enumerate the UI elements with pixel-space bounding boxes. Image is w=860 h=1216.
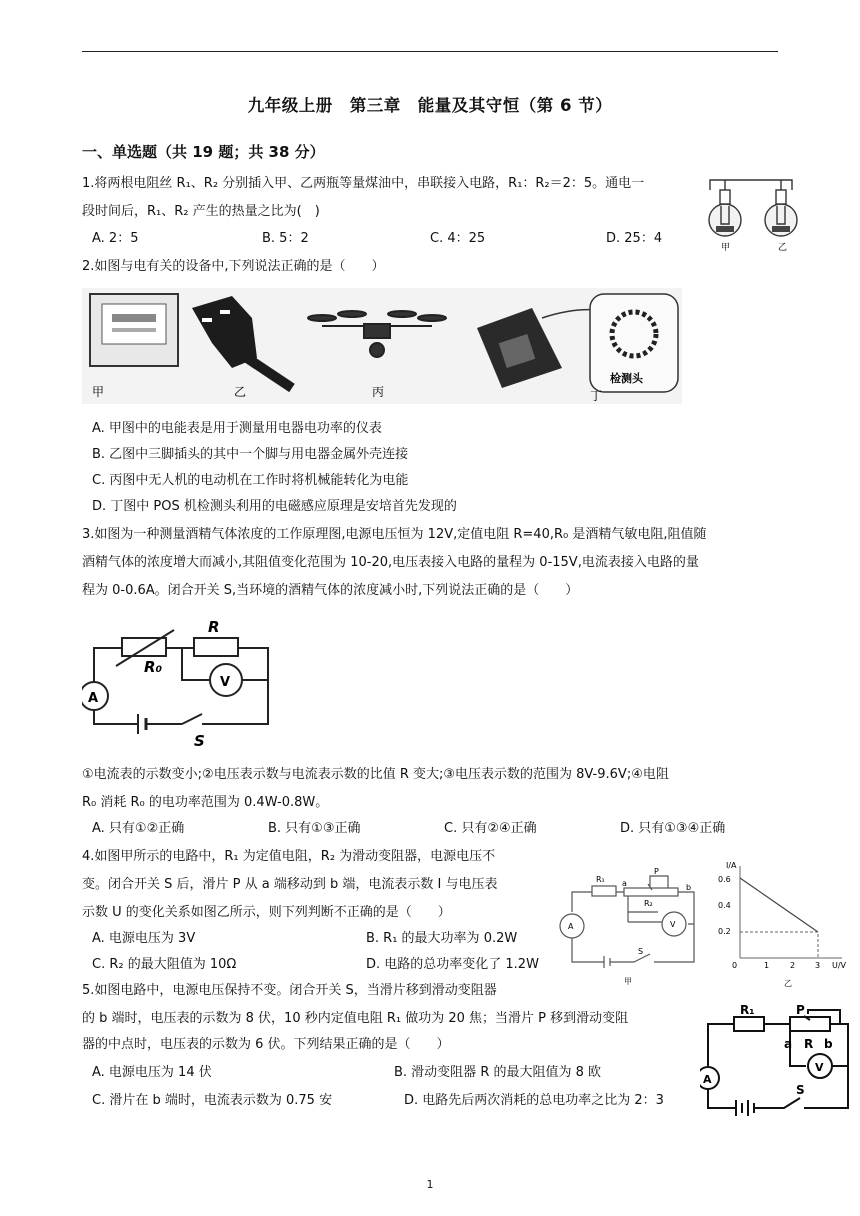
q1-figure-flasks — [706, 176, 798, 254]
q5-voltmeter-label: V — [815, 1061, 824, 1074]
q3-ammeter-label: A — [88, 691, 99, 706]
q5-option-a: A. 电源电压为 14 伏 — [92, 1065, 212, 1080]
q4-stem-line1: 4.如图甲所示的电路中，R₁ 为定值电阻，R₂ 为滑动变阻器，电源电压不 — [82, 849, 496, 864]
q4-stem-line2: 变。闭合开关 S 后，滑片 P 从 a 端移动到 b 端，电流表示数 I 与电压表 — [82, 877, 498, 892]
q5-label-r: R — [804, 1037, 814, 1051]
q4-option-a: A. 电源电压为 3V — [92, 931, 196, 946]
q4-fig-label-jia: 甲 — [624, 977, 632, 986]
q5-label-p: P — [796, 1004, 805, 1017]
q4-ammeter-label: A — [568, 922, 574, 931]
pos-machine-icon — [477, 294, 678, 392]
q1-stem-line2: 段时间后，R₁、R₂ 产生的热量之比为( ) — [82, 204, 320, 219]
q4-option-b: B. R₁ 的最大功率为 0.2W — [366, 931, 518, 946]
header-rule — [82, 51, 778, 52]
q5-switch-label: S — [796, 1083, 805, 1097]
section-heading: 一、单选题（共 19 题；共 38 分） — [82, 143, 325, 161]
q4-graph-xtick-1: 1 — [764, 961, 770, 970]
page-number: 1 — [426, 1178, 434, 1191]
q2-option-a: A. 甲图中的电能表是用于测量用电器电功率的仪表 — [92, 421, 382, 436]
q4-graph-ytick-02: 0.2 — [718, 927, 731, 936]
q5-label-r1: R₁ — [740, 1004, 755, 1017]
q4-circuit-diagram — [558, 862, 710, 990]
q5-stem-line2: 的 b 端时，电压表的示数为 8 伏，10 秒内定值电阻 R₁ 做功为 20 焦；当滑片 P 移到滑动变阻 — [82, 1011, 629, 1026]
q4-label-a: a — [622, 879, 627, 888]
q2-fig-label-detector: 检测头 — [610, 372, 643, 385]
q5-option-d: D. 电路先后两次消耗的总电功率之比为 2：3 — [404, 1093, 664, 1108]
q5-stem-line1: 5.如图电路中，电源电压保持不变。闭合开关 S，当滑片移到滑动变阻器 — [82, 983, 497, 998]
q3-stem-line1: 3.如图为一种测量酒精气体浓度的工作原理图,电源电压恒为 12V,定值电阻 R=40,R₀ 是酒精气敏电阻,阻值随 — [82, 527, 707, 542]
q3-option-c: C. 只有②④正确 — [444, 821, 537, 836]
page-title: 九年级上册 第三章 能量及其守恒（第 6 节） — [247, 96, 613, 115]
q2-fig-label-yi: 乙 — [234, 385, 247, 399]
q1-fig-label-yi: 乙 — [778, 243, 788, 253]
q2-fig-label-ding: 丁 — [590, 389, 603, 403]
q2-fig-label-bing: 丙 — [372, 385, 385, 399]
q3-stem-line2: 酒精气体的浓度增大而减小,其阻值变化范围为 10-20,电压表接入电路的量程为 0-15V,电流表接入电路的量 — [82, 555, 699, 570]
q4-label-r2: R₂ — [644, 899, 653, 908]
q5-option-b: B. 滑动变阻器 R 的最大阻值为 8 欧 — [394, 1065, 602, 1080]
q4-stem-line3: 示数 U 的变化关系如图乙所示，则下列判断不正确的是（ ） — [82, 905, 451, 920]
q4-graph-xlabel: U/V — [832, 961, 847, 970]
q4-label-r1: R₁ — [596, 875, 605, 884]
q4-label-b: b — [686, 883, 692, 892]
q3-label-r: R — [208, 618, 220, 636]
q3-circuit-diagram — [82, 614, 282, 750]
q5-ammeter-label: A — [703, 1073, 712, 1086]
q1-option-b: B. 5：2 — [262, 231, 309, 246]
q5-circuit-diagram — [700, 1004, 856, 1116]
q4-label-p: P — [654, 867, 659, 876]
q2-stem: 2.如图与电有关的设备中,下列说法正确的是（ ） — [82, 259, 385, 274]
q3-option-a: A. 只有①②正确 — [92, 821, 185, 836]
q3-switch-label: S — [194, 732, 205, 750]
plug-icon — [192, 296, 292, 388]
drone-icon — [308, 311, 446, 357]
q4-voltmeter-label: V — [670, 920, 676, 929]
q2-option-b: B. 乙图中三脚插头的其中一个脚与用电器金属外壳连接 — [92, 447, 409, 462]
q1-option-d: D. 25：4 — [606, 231, 663, 246]
q4-graph — [712, 856, 860, 992]
q3-stem-line3: 程为 0-0.6A。闭合开关 S,当环境的酒精气体的浓度减小时,下列说法正确的是（ ） — [82, 583, 579, 598]
q4-option-d: D. 电路的总功率变化了 1.2W — [366, 957, 539, 972]
q4-graph-origin: 0 — [732, 961, 738, 970]
q1-fig-label-jia: 甲 — [721, 243, 731, 253]
q4-option-c: C. R₂ 的最大阻值为 10Ω — [92, 957, 237, 972]
q2-fig-label-jia: 甲 — [92, 385, 105, 399]
q5-label-b: b — [824, 1037, 833, 1051]
q3-voltmeter-label: V — [220, 675, 231, 690]
q4-graph-ytick-04: 0.4 — [718, 901, 731, 910]
q4-graph-ylabel: I/A — [726, 861, 737, 870]
q3-option-d: D. 只有①③④正确 — [620, 821, 726, 836]
q4-graph-xtick-3: 3 — [815, 961, 821, 970]
q3-statement-line2: R₀ 消耗 R₀ 的电功率范围为 0.4W-0.8W。 — [82, 795, 329, 810]
q4-graph-line — [740, 878, 818, 932]
q5-option-c: C. 滑片在 b 端时，电流表示数为 0.75 安 — [92, 1093, 333, 1108]
q2-option-c: C. 丙图中无人机的电动机在工作时将机械能转化为电能 — [92, 473, 409, 488]
q3-statement-line1: ①电流表的示数变小;②电压表示数与电流表示数的比值 R 变大;③电压表示数的范围为 8V-9.6V;④电阻 — [82, 767, 669, 782]
q4-graph-xtick-2: 2 — [790, 961, 796, 970]
q4-fig-label-yi: 乙 — [784, 979, 792, 988]
q3-label-r0: R₀ — [144, 658, 163, 676]
q1-stem-line1: 1.将两根电阻丝 R₁、R₂ 分别插入甲、乙两瓶等量煤油中，串联接入电路，R₁：R₂＝2：5。通电一 — [82, 176, 645, 191]
q5-stem-line3: 器的中点时，电压表的示数为 6 伏。下列结果正确的是（ ） — [82, 1037, 450, 1052]
q2-option-d: D. 丁图中 POS 机检测头利用的电磁感应原理是安培首先发现的 — [92, 499, 457, 514]
q3-option-b: B. 只有①③正确 — [268, 821, 361, 836]
q2-figure-strip — [82, 288, 682, 404]
q5-label-a: a — [784, 1037, 793, 1051]
q4-switch-label: S — [638, 947, 644, 956]
q4-graph-ytick-06: 0.6 — [718, 875, 731, 884]
q1-option-a: A. 2：5 — [92, 231, 139, 246]
q1-option-c: C. 4：25 — [430, 231, 486, 246]
